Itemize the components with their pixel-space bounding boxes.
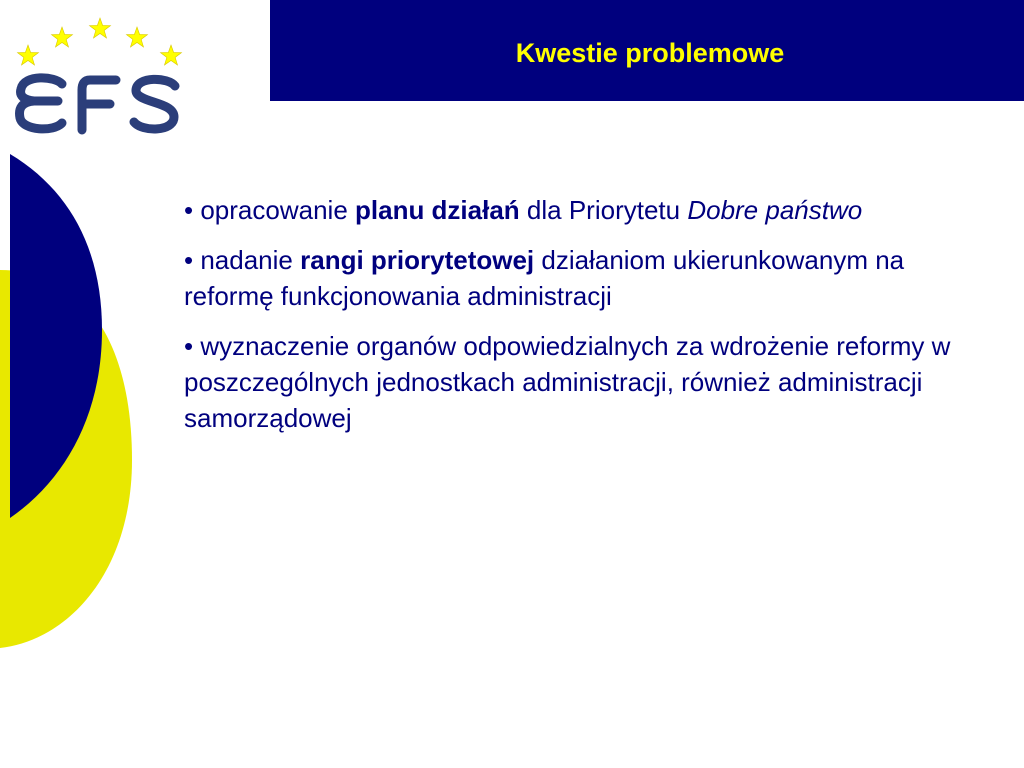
efs-logo (10, 14, 190, 136)
bullet-item-1 (184, 192, 974, 228)
bullet-text: wyznaczenie organów odpowiedzialnych za wdrożenie reformy w poszczególnych jednostkach administracji, również administracji samorządowej (184, 331, 951, 433)
bullet-italic-text: Dobre państwo (687, 195, 863, 225)
bullet-text: działaniom ukierunkowanym na reformę funkcjonowania administracji (184, 245, 905, 311)
bullet-list (184, 192, 974, 450)
bullet-text: dla Priorytetu (519, 195, 688, 225)
bullet-bold-text: planu działań (355, 195, 520, 225)
bullet-marker: • (184, 195, 194, 225)
semicircles-graphic (0, 150, 140, 660)
bullet-marker: • (184, 245, 194, 275)
bullet-item-3 (184, 328, 974, 436)
bullet-text: nadanie (200, 245, 301, 275)
bullet-item-2 (184, 242, 974, 314)
eu-stars-efs-logo-icon (10, 14, 190, 136)
bullet-text: opracowanie (200, 195, 355, 225)
page-title: Kwestie problemowe (515, 38, 785, 68)
bullet-marker: • (184, 331, 194, 361)
bullet-bold-text: rangi priorytetowej (300, 245, 535, 275)
title-bar (270, 0, 1024, 101)
decorative-semicircles (0, 150, 140, 660)
